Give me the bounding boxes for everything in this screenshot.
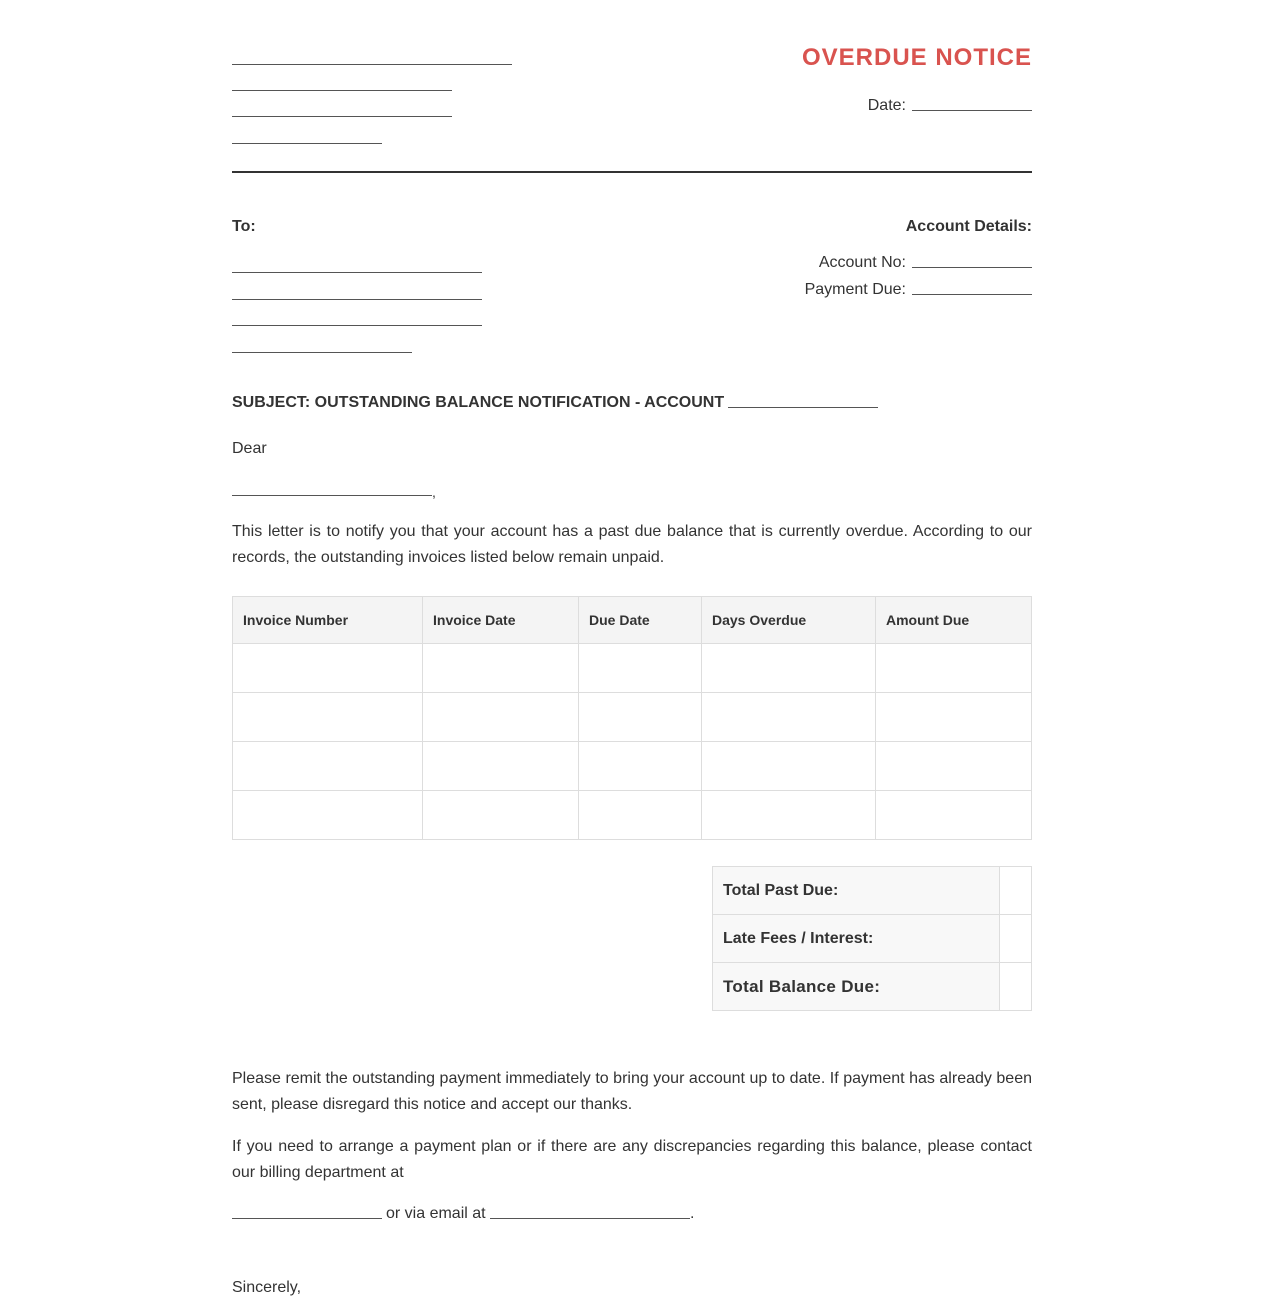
table-row bbox=[233, 742, 1032, 791]
document-title: OVERDUE NOTICE bbox=[801, 44, 1032, 71]
late-fees-label: Late Fees / Interest: bbox=[713, 915, 1000, 963]
table-cell[interactable] bbox=[579, 644, 702, 693]
table-cell[interactable] bbox=[876, 742, 1032, 791]
col-amount-due: Amount Due bbox=[876, 597, 1032, 644]
closing: Sincerely, bbox=[232, 1279, 302, 1296]
recipient-line-2[interactable] bbox=[232, 299, 482, 300]
overdue-notice-page bbox=[232, 0, 1032, 1296]
table-cell[interactable] bbox=[702, 742, 876, 791]
table-cell[interactable] bbox=[702, 693, 876, 742]
sender-line-4[interactable] bbox=[232, 143, 382, 144]
header-divider bbox=[232, 171, 1032, 173]
late-fees-row bbox=[713, 915, 1032, 963]
table-cell[interactable] bbox=[233, 791, 423, 840]
col-due-date: Due Date bbox=[579, 597, 702, 644]
table-cell[interactable] bbox=[579, 693, 702, 742]
account-no-field[interactable] bbox=[912, 267, 1032, 268]
col-invoice-number: Invoice Number bbox=[233, 597, 423, 644]
salutation: Dear bbox=[232, 440, 267, 457]
table-cell[interactable] bbox=[876, 644, 1032, 693]
invoice-table bbox=[232, 596, 1032, 840]
remit-paragraph: Please remit the outstanding payment immediately to bring your account up to date. If payment has already been sent, please disregard this notice and accept our thanks. bbox=[232, 1070, 1032, 1113]
col-invoice-date: Invoice Date bbox=[423, 597, 579, 644]
table-row bbox=[233, 693, 1032, 742]
table-cell[interactable] bbox=[233, 644, 423, 693]
recipient-line-1[interactable] bbox=[232, 272, 482, 273]
table-cell[interactable] bbox=[423, 644, 579, 693]
table-row bbox=[233, 791, 1032, 840]
total-balance-value[interactable] bbox=[1000, 963, 1032, 1011]
total-past-due-value[interactable] bbox=[1000, 867, 1032, 915]
table-cell[interactable] bbox=[423, 742, 579, 791]
account-details-heading: Account Details: bbox=[905, 218, 1032, 235]
recipient-line-3[interactable] bbox=[232, 325, 482, 326]
table-cell[interactable] bbox=[579, 791, 702, 840]
date-field[interactable] bbox=[912, 110, 1032, 111]
late-fees-value[interactable] bbox=[1000, 915, 1032, 963]
totals-table bbox=[712, 866, 1032, 1011]
intro-paragraph: This letter is to notify you that your account has a past due balance that is currently overdue. According to our records, the outstanding invoices listed below remain unpaid. bbox=[232, 523, 1032, 566]
table-cell[interactable] bbox=[423, 693, 579, 742]
table-cell[interactable] bbox=[579, 742, 702, 791]
salutation-comma: , bbox=[432, 484, 436, 500]
table-cell[interactable] bbox=[876, 693, 1032, 742]
payment-due-label: Payment Due: bbox=[804, 281, 906, 298]
invoice-table-header-row bbox=[233, 597, 1032, 644]
sender-line-1[interactable] bbox=[232, 64, 512, 65]
contact-email-joiner: or via email at bbox=[386, 1205, 486, 1222]
total-past-due-label: Total Past Due: bbox=[713, 867, 1000, 915]
recipient-line-4[interactable] bbox=[232, 352, 412, 353]
table-cell[interactable] bbox=[423, 791, 579, 840]
total-past-due-row bbox=[713, 867, 1032, 915]
date-label: Date: bbox=[867, 97, 906, 114]
account-no-label: Account No: bbox=[818, 254, 906, 271]
contact-end-period: . bbox=[690, 1205, 695, 1222]
table-cell[interactable] bbox=[702, 644, 876, 693]
subject-line: SUBJECT: OUTSTANDING BALANCE NOTIFICATION - ACCOUNT bbox=[232, 394, 725, 411]
salutation-name-field[interactable] bbox=[232, 495, 432, 496]
col-days-overdue: Days Overdue bbox=[702, 597, 876, 644]
table-cell[interactable] bbox=[876, 791, 1032, 840]
total-balance-row bbox=[713, 963, 1032, 1011]
to-label: To: bbox=[232, 218, 256, 235]
table-cell[interactable] bbox=[702, 791, 876, 840]
payment-due-field[interactable] bbox=[912, 294, 1032, 295]
sender-line-3[interactable] bbox=[232, 116, 452, 117]
contact-paragraph: If you need to arrange a payment plan or if there are any discrepancies regarding this balance, please contact our billing department at bbox=[232, 1138, 1032, 1181]
table-cell[interactable] bbox=[233, 693, 423, 742]
total-balance-label: Total Balance Due: bbox=[713, 963, 1000, 1011]
sender-line-2[interactable] bbox=[232, 90, 452, 91]
contact-email-field[interactable] bbox=[490, 1218, 690, 1219]
table-row bbox=[233, 644, 1032, 693]
table-cell[interactable] bbox=[233, 742, 423, 791]
contact-phone-field[interactable] bbox=[232, 1218, 382, 1219]
subject-account-field[interactable] bbox=[728, 407, 878, 408]
